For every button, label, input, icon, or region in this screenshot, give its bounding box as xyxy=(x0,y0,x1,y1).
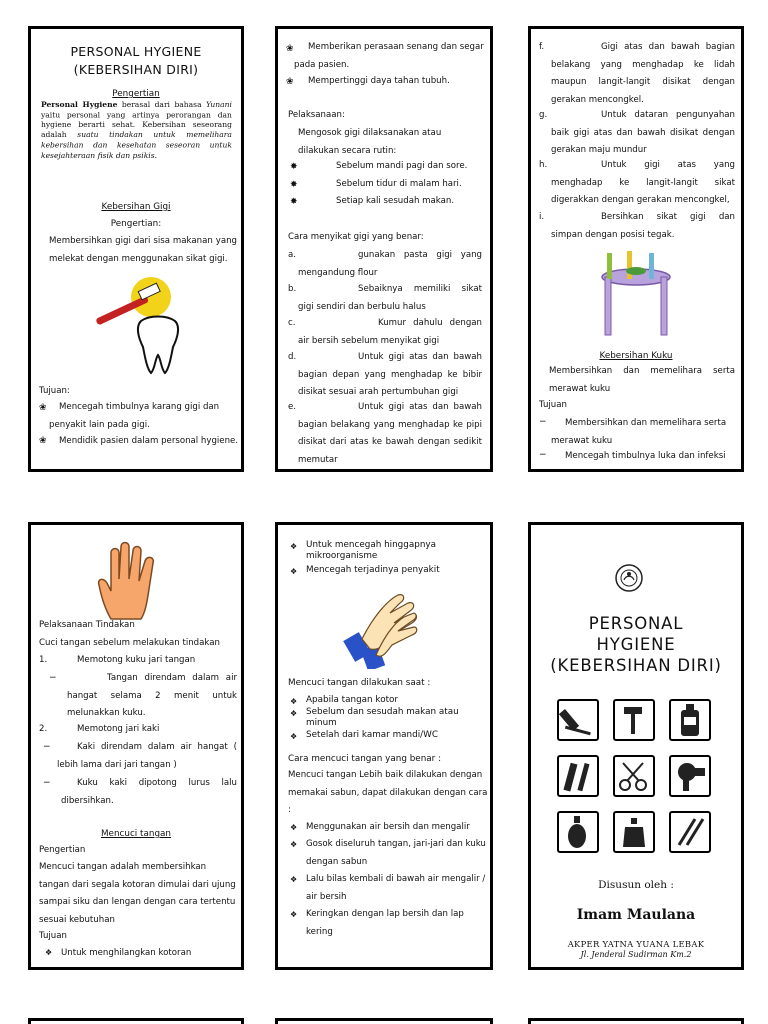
bullet-icon: ❀ xyxy=(286,44,294,54)
institution-logo-icon xyxy=(614,563,644,593)
brochure-title-line2: (KEBERSIHAN DIRI) xyxy=(73,62,199,77)
list-item: Untuk gigi atas dan bawah bagian belakang yang menghadap ke pipi disikat dari atas ke bawah dengan sedikit memutar xyxy=(298,402,482,465)
diamond-bullet-icon: ❖ xyxy=(290,732,298,741)
comb-brush-icon xyxy=(557,755,599,797)
cuci-tangan-label: Cuci tangan sebelum melakukan tindakan xyxy=(39,638,220,648)
perfume-spray-icon xyxy=(613,811,655,853)
diamond-bullet-icon: ❖ xyxy=(290,910,298,919)
toothbrush-paste-icon xyxy=(557,699,599,741)
list-item: Sebaiknya memiliki sikat gigi sendiri dan berbulu halus xyxy=(298,284,482,312)
hand-icon xyxy=(95,539,163,623)
cover-title-line2: HYGIENE xyxy=(596,635,676,654)
razor-icon xyxy=(613,699,655,741)
dash-icon: − xyxy=(539,450,547,460)
next-page-edge xyxy=(28,1018,244,1024)
tujuan-label: Tujuan xyxy=(539,400,567,410)
next-page-edge xyxy=(528,1018,744,1024)
gigi-subheading: Pengertian: xyxy=(110,219,162,229)
mencuci-tangan-heading: Mencuci tangan xyxy=(100,829,172,839)
kuku-text: Membersihkan dan memelihara serta merawat kuku xyxy=(549,366,735,394)
list-item: Bersihkan sikat gigi dan simpan dengan posisi tegak. xyxy=(551,212,735,240)
panel-sikat-gigi: ❀ Memberikan perasaan senang dan segar pada pasien. ❀ Mempertinggi daya tahan tubuh. Pelaksanaan: Mengosok gigi dilaksanakan atau dilakukan secara rutin: ✸ Sebelum mandi pagi dan sore. ✸ Sebelum tidur di malam hari. ✸ Setiap kali sesudah makan. Cara menyikat gigi yang benar: a. gunakan pasta gigi yang mengandung flour b. Sebaiknya memiliki sikat gigi sendiri dan berbulu halus c. Kumur dahulu dengan air bersih sebelum menyikat gigi d. Untuk gigi atas dan bawah bagian depan yang menghadap ke bibir disikat sesuai arah pertumbuhan gigi e. Untuk gigi atas dan bawah bagian belakang yang menghadap ke pipi disikat dari atas ke bawah dengan sedikit memutar xyxy=(275,26,493,472)
bullet-icon: ✸ xyxy=(290,162,298,172)
tujuan-label: Tujuan: xyxy=(39,386,70,396)
list-item: Apabila tangan kotor xyxy=(306,695,399,705)
pengertian-paragraph: Personal Hygiene berasal dari bahasa Yunani yaitu personal yang artinya perorangan dan hygiene berarti sehat. Kebersihan seseorang adalah suatu tindakan untuk memelihara kebersihan dan kesehatan seseoran untuk kesejahteraan fisik dan psikis. xyxy=(41,101,232,160)
diamond-bullet-icon: ❖ xyxy=(45,948,53,957)
list-item: Keringkan dengan lap bersih dan lap kering xyxy=(306,909,464,937)
list-item: Setelah dari kamar mandi/WC xyxy=(306,730,438,740)
pelaksanaan-label: Pelaksanaan: xyxy=(288,110,345,120)
dash-icon: − xyxy=(43,778,51,788)
pelaksanaan-tindakan-label: Pelaksanaan Tindakan xyxy=(39,620,135,630)
list-item: Menggunakan air bersih dan mengalir xyxy=(306,822,470,832)
cover-title-line3: (KEBERSIHAN DIRI) xyxy=(550,656,722,675)
panel-cuci-tangan xyxy=(275,522,493,970)
pengertian-label: Pengertian xyxy=(39,845,86,855)
list-item: Kaki direndam dalam air hangat ( lebih lama dari jari tangan ) xyxy=(57,742,237,770)
list-item: Untuk mencegah hinggapnya mikroorganisme xyxy=(306,540,436,561)
pelaksanaan-text: Mengosok gigi dilaksanakan atau dilakukan secara rutin: xyxy=(298,128,442,156)
shampoo-bottle-icon xyxy=(669,699,711,741)
list-item: Mempertinggi daya tahan tubuh. xyxy=(308,76,450,86)
list-item: Gigi atas dan bawah bagian belakang yang menghadap ke lidah maupun langit-langit disikat dengan gerakan mencongkel. xyxy=(551,42,735,105)
dash-icon: − xyxy=(43,742,51,752)
list-item: Membersihkan dan memelihara serta merawat kuku xyxy=(551,418,727,446)
list-item: gunakan pasta gigi yang mengandung flour xyxy=(298,250,482,278)
list-item: Sebelum dan sesudah makan atau minum xyxy=(306,707,459,728)
list-item: Untuk gigi atas dan bawah bagian depan yang menghadap ke bibir disikat sesuai arah pertumbuhan gigi xyxy=(298,352,482,397)
panel-cover xyxy=(528,522,744,970)
gigi-heading: Kebersihan Gigi xyxy=(101,202,171,212)
list-item: Memotong jari kaki xyxy=(77,724,160,734)
list-item: Untuk dataran pengunyahan baik gigi atas dan bawah disikat dengan gerakan maju mundur xyxy=(551,110,735,155)
tujuan-label: Tujuan xyxy=(39,931,67,941)
list-item: Tangan direndam dalam air hangat selama 2 menit untuk melunakkan kuku. xyxy=(67,673,237,718)
bullet-icon: ❀ xyxy=(286,77,294,87)
diamond-bullet-icon: ❖ xyxy=(290,875,298,884)
nail-file-icon xyxy=(669,811,711,853)
toothbrush-holder-icon xyxy=(599,249,673,337)
brochure-title-line1: PERSONAL HYGIENE xyxy=(70,44,202,59)
saat-label: Mencuci tangan dilakukan saat : xyxy=(288,678,431,688)
list-item: Sebelum mandi pagi dan sore. xyxy=(336,161,468,171)
cara-label: Cara mencuci tangan yang benar : xyxy=(288,754,442,764)
cover-title-line1: PERSONAL xyxy=(588,614,684,633)
list-item: Untuk gigi atas yang menghadap ke langit-langit sikat digerakkan dengan gerakan mencongkel, xyxy=(551,160,735,205)
bullet-icon: ✸ xyxy=(290,180,298,190)
list-item: Mencegah timbulnya karang gigi dan penyakit lain pada gigi. xyxy=(49,402,220,430)
list-item: Untuk menghilangkan kotoran xyxy=(61,948,192,958)
list-item: Memberikan perasaan senang dan segar pada pasien. xyxy=(294,42,484,70)
disusun-label: Disusun oleh : xyxy=(598,879,674,891)
list-item: Sebelum tidur di malam hari. xyxy=(336,179,462,189)
panel-pengertian xyxy=(28,26,244,472)
next-page-edge xyxy=(275,1018,493,1024)
author-name: Imam Maulana xyxy=(576,907,696,923)
dash-icon: − xyxy=(49,673,57,683)
diamond-bullet-icon: ❖ xyxy=(290,697,298,706)
diamond-bullet-icon: ❖ xyxy=(290,709,298,718)
panel-pelaksanaan-kuku: Pelaksanaan Tindakan Cuci tangan sebelum melakukan tindakan 1. Memotong kuku jari tangan − Tangan direndam dalam air hangat selama 2 menit untuk melunakkan kuku. 2. Memotong jari kaki − Kaki direndam dalam air hangat ( lebih lama dari jari tangan ) − Kuku kaki dipotong lurus lalu dibersihkan. Mencuci tangan Pengertian Mencuci tangan adalah membersihkan tangan dari segala kotoran dimulai dari ujung sampai siku dan lengan dengan cara tertentu sesuai kebutuhan Tujuan ❖ Untuk menghilangkan kotoran xyxy=(28,522,244,970)
bullet-icon: ✸ xyxy=(290,197,298,207)
institution-name: AKPER YATNA YUANA LEBAK xyxy=(567,939,705,949)
hair-dryer-icon xyxy=(669,755,711,797)
diamond-bullet-icon: ❖ xyxy=(290,840,298,849)
cara-text: Mencuci tangan Lebih baik dilakukan dengan memakai sabun, dapat dilakukan dengan cara : xyxy=(288,770,488,815)
pengertian-heading: Pengertian xyxy=(112,89,160,99)
panel-kuku: f. Gigi atas dan bawah bagian belakang yang menghadap ke lidah maupun langit-langit disikat dengan gerakan mencongkel. g. Untuk dataran pengunyahan baik gigi atas dan bawah disikat dengan gerakan maju mundur h. Untuk gigi atas yang menghadap ke langit-langit sikat digerakkan dengan gerakan mencongkel, i. Bersihkan sikat gigi dan simpan dengan posisi tegak. Kebersihan Kuku Membersihkan dan memelihara serta merawat kuku Tujuan − Membersihkan dan memelihara serta merawat kuku − Mencegah timbulnya luka dan infeksi xyxy=(528,26,744,472)
gigi-text: Membersihkan gigi dari sisa makanan yang melekat dengan menggunakan sikat gigi. xyxy=(49,236,237,264)
institution-address: Jl. Jenderal Sudirman Km.2 xyxy=(580,950,692,959)
list-item: Kumur dahulu dengan air bersih sebelum menyikat gigi xyxy=(298,318,482,346)
cara-label: Cara menyikat gigi yang benar: xyxy=(288,232,424,242)
personal-hygiene-term: Personal Hygiene xyxy=(41,101,118,110)
bullet-icon: ❀ xyxy=(39,403,47,413)
pengertian-text: Mencuci tangan adalah membersihkan tangan dari segala kotoran dimulai dari ujung sampai siku dan lengan dengan cara tertentu sesuai kebutuhan xyxy=(39,862,236,925)
soap-bottle-icon xyxy=(557,811,599,853)
list-item: Kuku kaki dipotong lurus lalu dibersihkan. xyxy=(61,778,237,806)
list-item: Lalu bilas kembali di bawah air mengalir / air bersih xyxy=(306,874,486,902)
dash-icon: − xyxy=(539,417,547,427)
toothbrush-tooth-icon xyxy=(89,275,189,375)
kuku-heading: Kebersihan Kuku xyxy=(599,351,673,361)
list-item: Mencegah timbulnya luka dan infeksi xyxy=(565,451,726,461)
list-item: Mendidik pasien dalam personal hygiene. xyxy=(59,436,239,446)
list-item: Gosok diseluruh tangan, jari-jari dan kuku dengan sabun xyxy=(306,839,486,867)
diamond-bullet-icon: ❖ xyxy=(290,567,298,576)
diamond-bullet-icon: ❖ xyxy=(290,823,298,832)
list-item: Mencegah terjadinya penyakit xyxy=(306,565,440,575)
diamond-bullet-icon: ❖ xyxy=(290,542,298,551)
scissors-icon xyxy=(613,755,655,797)
clapping-hands-icon xyxy=(342,589,422,669)
bullet-icon: ❀ xyxy=(39,436,47,446)
list-item: Memotong kuku jari tangan xyxy=(77,655,196,665)
list-item: Setiap kali sesudah makan. xyxy=(336,196,455,206)
